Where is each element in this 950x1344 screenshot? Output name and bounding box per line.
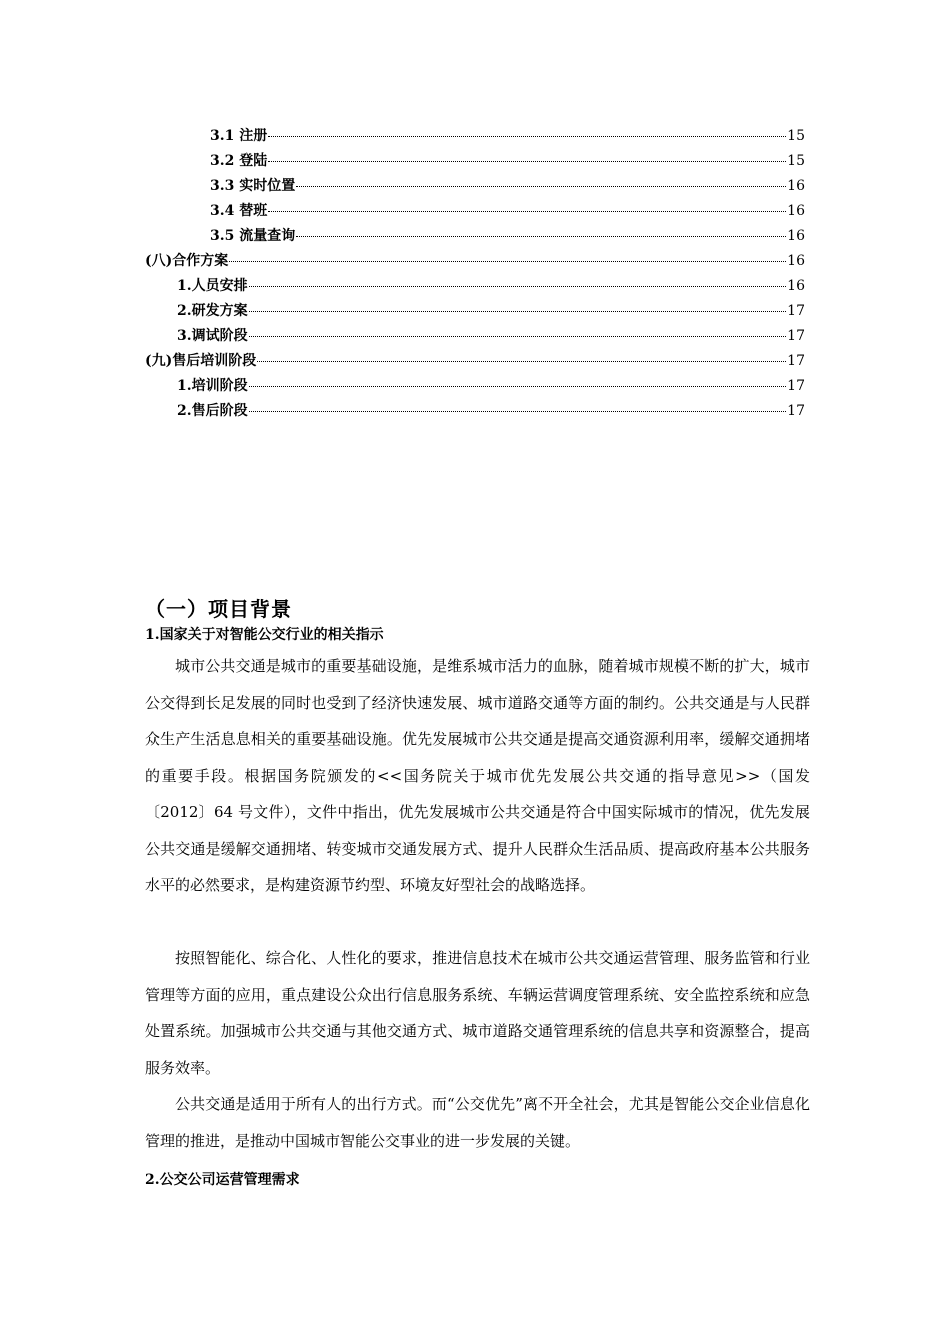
toc-entry-page: 16 — [787, 278, 805, 294]
toc-entry-page: 16 — [787, 178, 805, 194]
toc-entry-label: (八)合作方案 — [145, 253, 229, 269]
toc-entry[interactable] — [145, 351, 805, 371]
toc-entry-label: 3.4 替班 — [210, 203, 268, 219]
paragraph: 按照智能化、综合化、人性化的要求，推进信息技术在城市公共交通运营管理、服务监管和行业管理等方面的应用，重点建设公众出行信息服务系统、车辆运营调度管理系统、安全监控系统和应急处置系统。加强城市公共交通与其他交通方式、城市道路交通管理系统的信息共享和资源整合，提高服务效率。 — [145, 949, 810, 1077]
section-title: （一）项目背景 — [145, 597, 292, 621]
toc-entry-label: 3.1 注册 — [210, 128, 268, 144]
toc-leader — [268, 136, 786, 137]
toc-entry-page: 16 — [787, 253, 805, 269]
toc-entry[interactable] — [210, 151, 805, 171]
toc-leader — [268, 211, 786, 212]
toc-entry-page: 16 — [787, 228, 805, 244]
subheading-national-directive: 1.国家关于对智能公交行业的相关指示 — [145, 627, 384, 643]
paragraph: 城市公共交通是城市的重要基础设施，是维系城市活力的血脉，随着城市规模不断的扩大，城市公交得到长足发展的同时也受到了经济快速发展、城市道路交通等方面的制约。公共交通是与人民群众生产生活息息相关的重要基础设施。优先发展城市公共交通是提高交通资源利用率，缓解交通拥堵的重要手段。根据国务院颁发的<<国务院关于城市优先发展公共交通的指导意见>>（国发〔2012〕64 号文件），文件中指出，优先发展城市公共交通是符合中国实际城市的情况，优先发展公共交通是缓解交通拥堵、转变城市交通发展方式、提升人民群众生活品质、提高政府基本公共服务水平的必然要求，是构建资源节约型、环境友好型社会的战略选择。 — [145, 657, 810, 894]
toc-entry[interactable] — [177, 301, 805, 321]
toc-leader — [249, 311, 787, 312]
toc-entry[interactable] — [145, 251, 805, 271]
toc-entry-page: 17 — [787, 303, 805, 319]
paragraph: 公共交通是适用于所有人的出行方式。而“公交优先”离不开全社会，尤其是智能公交企业信息化管理的推进，是推动中国城市智能公交事业的进一步发展的关键。 — [145, 1095, 810, 1150]
toc-entry-label: 3.调试阶段 — [177, 328, 248, 344]
toc-entry-label: 1.人员安排 — [177, 278, 248, 294]
toc-entry[interactable] — [210, 201, 805, 221]
toc-leader — [249, 336, 787, 337]
toc-leader — [249, 411, 787, 412]
toc-entry-page: 16 — [787, 203, 805, 219]
toc-entry[interactable] — [177, 276, 805, 296]
toc-entry[interactable] — [210, 226, 805, 246]
subheading-operations-needs: 2.公交公司运营管理需求 — [145, 1172, 300, 1188]
toc-leader — [268, 161, 786, 162]
toc-entry-page: 17 — [787, 403, 805, 419]
toc-leader — [257, 361, 786, 362]
toc-entry-label: 2.售后阶段 — [177, 403, 248, 419]
toc-entry[interactable] — [177, 376, 805, 396]
toc-entry-label: 2.研发方案 — [177, 303, 248, 319]
toc-leader — [249, 386, 787, 387]
toc-entry-label: 3.5 流量查询 — [210, 228, 296, 244]
toc-leader — [296, 186, 786, 187]
toc-entry-label: (九)售后培训阶段 — [145, 353, 257, 369]
toc-entry-page: 17 — [787, 378, 805, 394]
toc-leader — [229, 261, 786, 262]
toc-entry-page: 17 — [787, 353, 805, 369]
toc-leader — [296, 236, 786, 237]
toc-entry[interactable] — [210, 126, 805, 146]
toc-entry[interactable] — [210, 176, 805, 196]
toc-entry-page: 15 — [787, 128, 805, 144]
toc-entry[interactable] — [177, 326, 805, 346]
toc-entry-page: 17 — [787, 328, 805, 344]
toc-entry-label: 3.3 实时位置 — [210, 178, 296, 194]
toc-entry-page: 15 — [787, 153, 805, 169]
toc-entry[interactable] — [177, 401, 805, 421]
toc-entry-label: 3.2 登陆 — [210, 153, 268, 169]
toc-leader — [249, 286, 787, 287]
toc-entry-label: 1.培训阶段 — [177, 378, 248, 394]
